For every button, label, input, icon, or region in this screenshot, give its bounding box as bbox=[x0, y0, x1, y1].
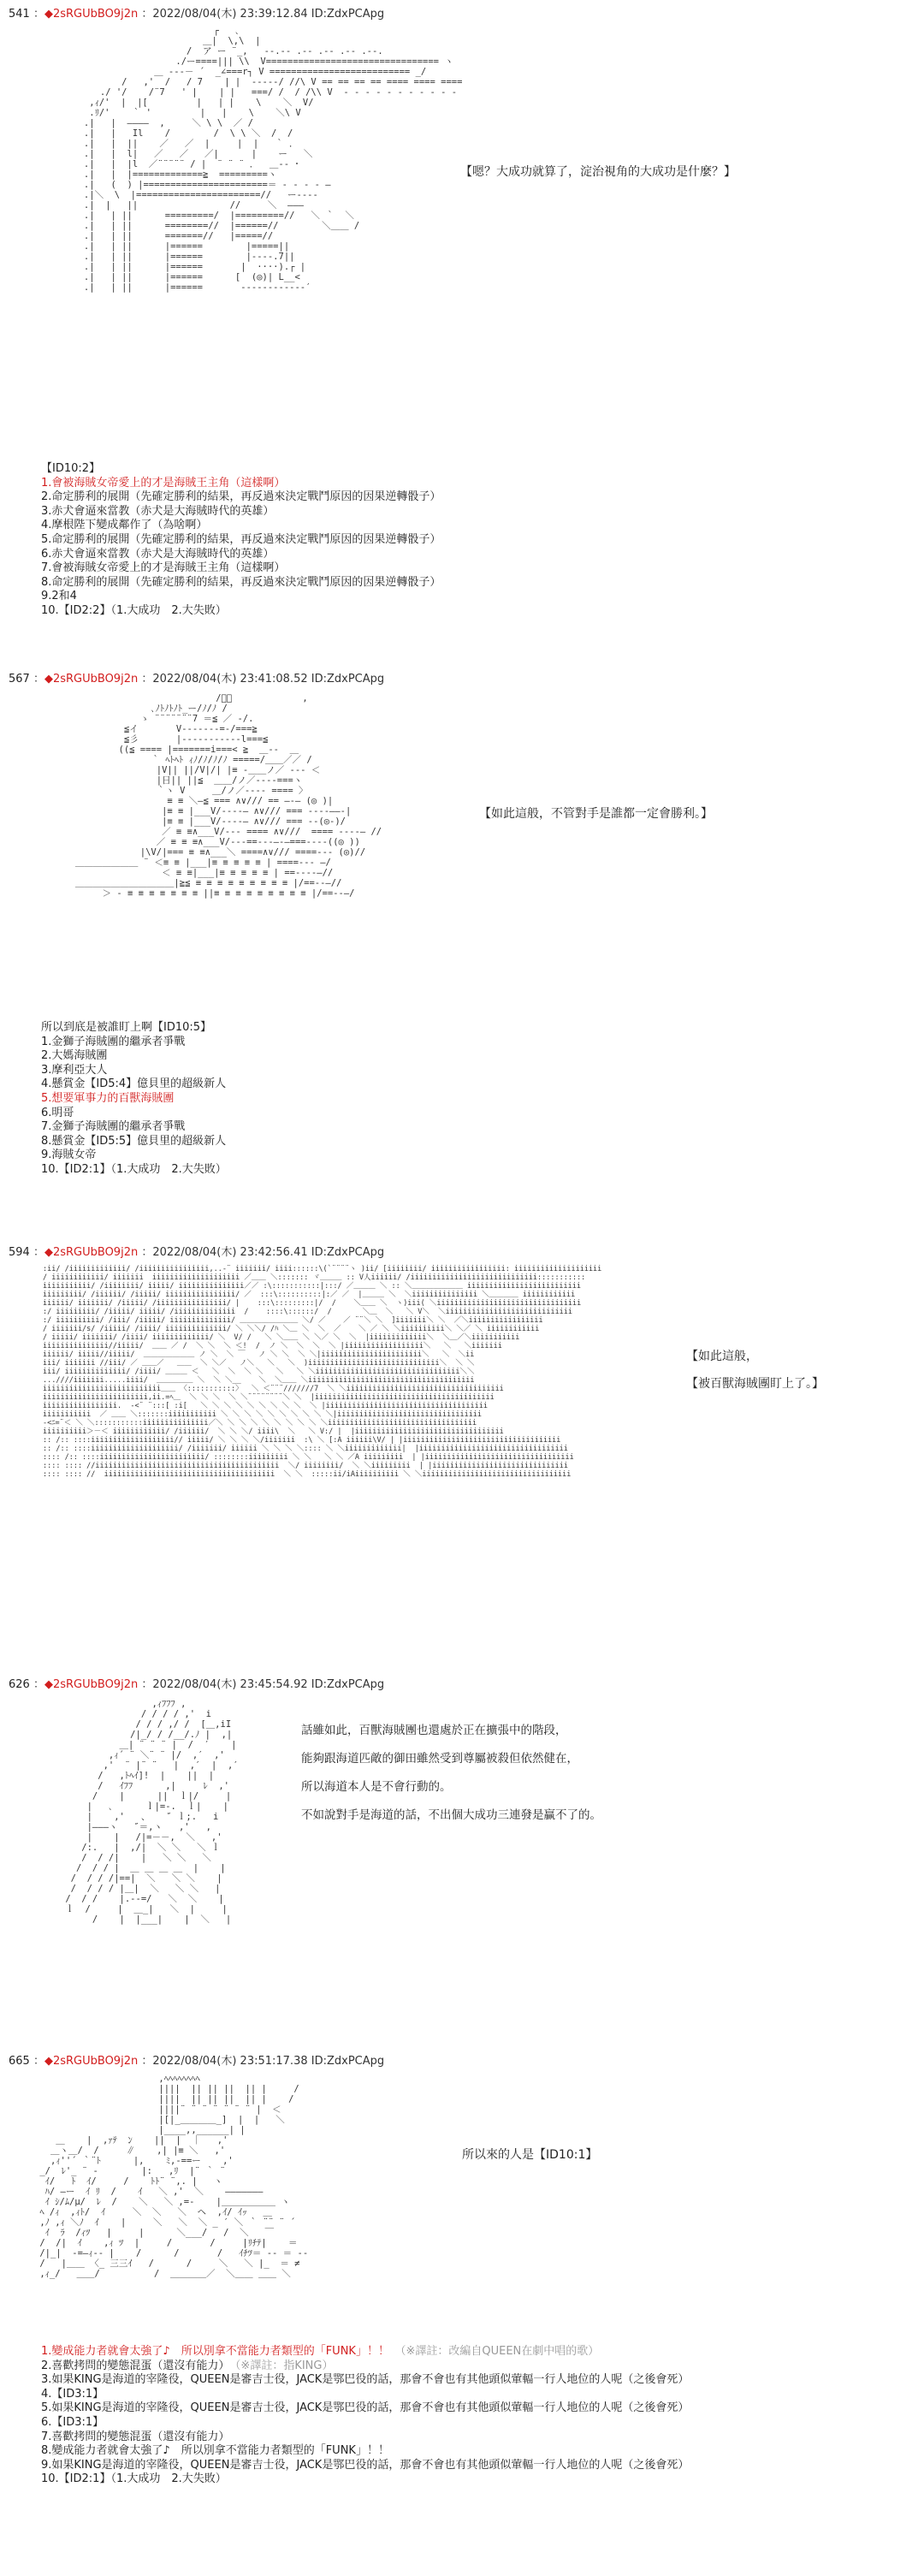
speech-caption: 【如此這般， bbox=[686, 1350, 758, 1363]
dice-result-list bbox=[41, 462, 441, 619]
dice-result-list bbox=[41, 2345, 689, 2487]
post-number[interactable]: 626 bbox=[9, 1678, 30, 1691]
list-item: 【ID10:2】 bbox=[41, 462, 101, 475]
ascii-art: ,ﾍﾍﾍﾍﾍﾍﾍﾍ |||| || || || || | / |||| || || || || | / ||||¨ ¨ ¨ ¨ ¨ ¨ ¨ | ＜ |[|_＿＿＿＿_] | | ＼ |____,,______| | ＿ | ,ｧﾃ ﾝ || | ｜ ,' ＿ヽ＿/ / ∥ ,| |≡ ＼ ,' ,ｨ''´ ｀¨ﾄ |, ﾐ,-==ー ,' _/ ﾚ'_ ¨ ‐ |: ,ﾘ |¨ ｀ ¨ ｲ/ ﾄ ｲ/ / ﾄﾄ¨ ¨,. | ヽ ﾊ/ ―ー ｲ ﾘ / ｲ ＼ ,' ＼ ――――――― ｲ ｼ/ﾑ/μ/ ﾚ / ＼ ＼ ,=- |＿＿＿＿＿＿ ヽ ﾍ /ｨ ,ｨﾄ/ ｲ ＼ ＼ ＼ ヘ ,ｲ/ ｲｯ ＿ ,ﾉ ,ｨ ＼ﾉ ｲ | ＼ ＼ ＼ _ ′ ＼ ｀ ¨¨ ¨ ´ ｲ ﾗ /ｨﾂ | | ＼___/ / ＼ ￣ / /| ｲ ,ｨ ﾂ | / / |ﾘﾁﾃ| ＝ /|_| ‐=―ｨ‐‐ | / / / ｲﾁﾂ＝ ‐‐ ＝ ‐‐ / |＿＿ 〈_ 三三ｲ / / ＼ ＼ |_ ＝ ≠ ,ｨ_/ ＿＿/ / ＿＿＿＿／ ＼＿＿ ＿＿ ＼ bbox=[39, 2074, 309, 2279]
speech-caption: 【如此這般，不管對手是誰都一定會勝利。】 bbox=[479, 807, 713, 821]
list-item: 4.【ID3:1】 bbox=[41, 2387, 104, 2401]
post-header: 594 ：◆2sRGUbBO9j2n ：2022/08/04(木) 23:42:56.41 ID:ZdxPCApg bbox=[9, 1246, 385, 1259]
post-number[interactable]: 567 bbox=[9, 673, 30, 686]
narration-line: 所以海道本人是不會行動的。 bbox=[301, 1780, 452, 1794]
list-item: 4.懸賞金【ID5:4】億貝里的超級新人 bbox=[41, 1077, 227, 1091]
list-item: 8.懸賞金【ID5:5】億貝里的超級新人 bbox=[41, 1134, 227, 1148]
post-date: 2022/08/04(木) 23:41:08.52 ID:ZdxPCApg bbox=[152, 673, 385, 686]
post-date: 2022/08/04(木) 23:45:54.92 ID:ZdxPCApg bbox=[152, 1678, 385, 1691]
post-date: 2022/08/04(木) 23:51:17.38 ID:ZdxPCApg bbox=[152, 2055, 385, 2068]
list-item: 4.摩根陛下變成鄰作了（為啥啊） bbox=[41, 519, 208, 532]
list-item: 所以到底是被誰盯上啊【ID10:5】 bbox=[41, 1021, 212, 1034]
ascii-art: :ii/ /iiiiiiiiiiiii/ /iiiiiiiiiiiiiiii,..-¨ iiiiiii/ iiii::::::\(`¨¨¨¨ヽ )ii/ [iiiiiiii/ iiiiiiiiiiiiiiiii: iiiiiiiiiiiiiiiiiiii / iiiiiiiiiiii/ iiiiiii iiiiiiiiiiiiiiiiiiii ／＿＿ ＼::::::: ヾ＿＿＿ :: V人iiiiii/ /iiiiiiiiiiiiiiiiiiiiiiiiiiiii::::::::::: iiiiiiiiiii/ /iiiiiiii/ iiiii/ iiiiiiiiiiiiiii／／ :\:::::::::::|:::/ ／＿＿＿ ＼ :: ＼＿＿＿＿＿＿＿ iiiiiiiiiiiiiiiiiiiiiiiiii iiiiiiiii/ /iiiiii/ /iiiii/ iiiiiiiiiiiiiiii/ ／ :::\::::::::::|:／ ／ |＿＿＿ ＼ ＼iiiiiiiiiiiiiii ＼＿＿＿＿ iiiiiiiiiiii iiiiii/ iiiiiii/ /iiiii/ /iiiiiiiiiiiiiiii/ | :::\:::::::::|/ / ＼＿＿ ＼ ヽ)iii( ＼iiiiiiiiiiiiiiiiiiiiiiiiiiiiiiiii :/ iiiiiiiii/ /iiiii/ iiiii/ /iiiiiiiiiiiiii / ::::\::::::/ / ＼＿ ＼ ＼ V＼ ＼iiiiiiiiiiiiiiiiiiiiiiiiiiiii :/ iiiiiiiiii/ /iii/ /iiiii/ iiiiiiiiiiiiii/ ＿＿＿＿＿＿＿＿ ＼/ ／ ／ ¨¨＼ ＼ ]iiiiiii＼ ＼ ／＼iiiiiiiiiiiiiiiii / iiiiiii/s/ /iiiii/ /iiii/ iiiiiiiiiiiiii/ ＼ ＼＼/ /ﾊ ＼＿ ＼ ＼ ／ ＼ ／ ＼ ＼iiiiiiiiii＼ ＼／ ＼ iiiiiiiiiiii / iiiii/ iiiiiii/ /iiii/ iiiiiiiiiiiii/ ＼ V/ / ＼ ＼＿＿ ＼ ＼／ ＼ ＼ |iiiiiiiiiiiii＼ ＼＿／＼iiiiiiiiiii iiiiiiiiiiiiiii//iiiii/ ＿＿ ／ / ＼ ＼ ＼ ＜! / ノ ＼ ＼ ＼ ＼ |iiiiiiiiiiiiiiiiii＼ ＼ ＼iiiiiii iiiiii/ iiiii//iiiii/ ＿＿＿＿＿＿＿ ノ ＼ ＼ ￣ ノ ＼ ＼ ＼ ＼|iiiiiiiiiiiiiiiiiiiiiii＼ ＼ ＼ii iii/ iiiiiii //iii/ ／ ＿＿／ ＿＿ ＼ ＼／ ノ＼ ＼ ＼ )iiiiiiiiiiiiiiiiiiiiiiiiiiiiii＼ ＼ ＼ iii/ iiiiiiiiiiiiii/ /iiii/ ＿＿＿ ＜ ＼ ＼ ＼ ＼ ＼ ＼ ＼iiiiiiiiiiiiiiiiiiiiiiiiiiiiiiiii＼＼ ...////iiiiiii.....iiii/ ＿＿＿＿＿ ＼ ＼ ＼__ ＼ ＼＿＿ ＼iiiiiiiiiiiiiiiiiiiiiiiiiiiiiiiiiiiiii iiiiiiiiiiiiiiiiiiiiiiiiiii＿＿ 〈:::::::::::〉 ＼ ＜¨¨¨///////7 ＼ ＼iiiiiiiiiiiiiiiiiiiiiiiiiiiiiiiiiiii iiiiiiiiiiiiiiiiiiiiiiii,ii.=ﾍ＿ ＼ ＼ ＼ ＼ ＼¨¨¨¨¨¨¨¨＼ ＼ |iiiiiiiiiiiiiiiiiiiiiiiiiiiiiiiiiiiiiiiii iiiiiiiiiiiiiiiii. -<¨ ¨:::[ :i[ ＼ ＼ ＼ ＼ ＼ ＼ ＼ ＼ ＼ ＼ |iiiiiiiiiiiiiiiiiiiiiiiiiiiiiiiiiiiii iiiiiiiiiii ／ ＿＿ ＼:::::::iiiiiiiiiii ＼ ＼ ＼ ＼ ＼ ＼ ＼ ＼ ＼ ＼|iiiiiiiiiiiiiiiiiiiiiiiiiiiiiiiii -<ﾆ=¨＜ ＼ ＼:::::::::::iiiiiiiiiiiiiii／＼ ＼ ＼ ＼ ＼ ＼ ＼ ＼ ＼ ＼iiiiiiiiiiiiiiiiiiiiiiiiiiiiiiiiii iiiiiiiiii＞－＜ iiiiiiiiiiii/ /iiiiii/ ＼ ＼ ＼/ iiii\ ＼ ＼ V:/ | |iiiiiiiiiiiiiiiiiiiiiiiiiiiiiiiiii :: /:: ::::iiiiiiiiiiiiiiiiiii// iiiii/ ＼ ＼ ＼ ＼/iiiiiii :\ ＼ [:A iiiiii\V/ | |iiiiiiiiiiiiiiiiiiiiiiiiiiiiiiiiiiii :: /:: ::::iiiiiiiiiiiiiiiiiiii/ /iiiiiii/ iiiiii ＼ ＼ ＼ ＼:::: ＼ ＼iiiiiiiiiiiii| |iiiiiiiiiiiiiiiiiiiiiiiiiiiiiiiiii :::: /:: ::::iiiiiiiiiiiiiiiiiiiiiiii/ ::::::::iiiiiiiii ＼ ＼ ＼ ＼ ／A iiiiiiiii | |iiiiiiiiiiiiiiiiiiiiiiiiiiiiiiiiii :::: :::: //iiiiiiiiiiiiiiiiiiiiiiiiiiiiiiiiiiiiiiiiii ＼/ iiiiiiii/ ＼ ＼iiiiiiiii | |iiiiiiiiiiiiiiiiiiiiiiiiiiiiiii :::: :::: // iiiiiiiiiiiiiiiiiiiiiiiiiiiiiiiiiiiiiii ＼ ＼ :::::ii/iAiiiiiiiiii ＼ ＼iiiiiiiiiiiiiiiiiiiiiiiiiiiiiiiiii bbox=[43, 1265, 602, 1479]
list-item: 9.2和4 bbox=[41, 590, 77, 603]
post-header: 567 ：◆2sRGUbBO9j2n ：2022/08/04(木) 23:41:08.52 ID:ZdxPCApg bbox=[9, 673, 385, 686]
list-item: 5.如果KING是海道的宰隆役，QUEEN是審吉士役，JACK是鄂巴役的話，那會不會也有其他頭似葷輻一行人地位的人呢（之後會死） bbox=[41, 2401, 690, 2415]
poster-name[interactable]: ◆2sRGUbBO9j2n bbox=[44, 1678, 139, 1691]
speech-caption: 所以來的人是【ID10:1】 bbox=[462, 2148, 598, 2162]
poster-name[interactable]: ◆2sRGUbBO9j2n bbox=[44, 2055, 139, 2068]
list-item: 6.明哥 bbox=[41, 1106, 74, 1119]
list-item: 10.【ID2:1】（1.大成功 2.大失敗） bbox=[41, 1162, 227, 1176]
list-item: 3.如果KING是海道的宰隆役，QUEEN是審吉士役，JACK是鄂巴役的話，那會不會也有其他頭似葷輻一行人地位的人呢（之後會死） bbox=[41, 2373, 690, 2387]
speech-caption: 【嗯？大成功就算了，淀治視角的大成功是什麼？】 bbox=[460, 165, 736, 179]
poster-name[interactable]: ◆2sRGUbBO9j2n bbox=[44, 673, 139, 686]
dice-result-list bbox=[41, 1021, 227, 1178]
list-item-text: 2.喜歡拷問的變態混蛋（還沒有能力） bbox=[41, 2359, 224, 2372]
post-number[interactable]: 665 bbox=[9, 2055, 30, 2068]
ascii-art: /ﾞ／ , ､ﾉﾄﾉﾄﾉﾄ_ー/ﾉ/ﾉ / ゝ ¨¨¨¨¨¨¨7 ＝≦ ／ -/. ≦イ V-‐‐‐‐‐‐=‐/===≧ ≦彡 |-----------l===≦ ((≦ ==== |=======i===< ≧ ＿‐‐ ＿ ｀ ﾍﾄﾍﾄ ｨﾉ/ﾉ/ﾉ/ﾉ =====/＿＿／／ / |V|| ||/V|/| |≡ -＿＿ノ／ ‐‐‐ ＜ |日|| ||≦ ＿＿/ノ／‐‐‐‐===ヽ ｀ヽ V ＿/ノ／‐‐‐‐ ==== 〉 ≡ ≡ ＼―≦ === ∧∨/// == ―‐― (◎ )| |≡ ≡ |___V/‐‐‐‐― ∧∨/// === ‐‐‐‐――‐| |≡ ≡ |___V/‐‐‐‐― ∧∨/// === ‐‐(◎‐)/ ／ ≡ ≡∧___V/‐‐‐ ==== ∧∨/// ==== ‐‐‐‐― // ／ ≡ ≡ ≡∧___V/‐‐‐==‐‐‐―‐―===‐‐‐‐((◎ )) |\V/|=== ≡ ≡∧___＼ ====∧∨/// ====‐‐‐ (◎)// ＿＿＿＿＿＿＿ ¨ ＜≡ ≡ |___|≡ ≡ ≡ ≡ ≡ | ====‐‐‐ ―/ ＜ ≡ ≡|___|≡ ≡ ≡ ≡ ≡ | ==‐‐‐‐―// ＿＿＿＿＿＿＿＿＿＿＿|≧≦ ≡ ≡ ≡ ≡ ≡ ≡ ≡ ≡ ≡ |/==‐‐―// ＞ ‐ ≡ ≡ ≡ ≡ ≡ ≡ ≡ ||≡ ≡ ≡ ≡ ≡ ≡ ≡ ≡ ≡ |/==‐‐―/ bbox=[74, 693, 382, 899]
speech-caption: 【被百獸海賊團盯上了。】 bbox=[686, 1377, 824, 1391]
ascii-art: ┌ ､ ＿| \,\ | / ア ー ¨_, --.-- .-- .-- .-- .--. ./ー====||| \\ V================================ ヽ ＿ ---－ ´ _∠===r┐ V ========================== _/ / ,' / / 7 | | -----/ //\ V == == == == ==== ==== ==== ./ '/ /¨7 ' | | | ===/ / / /\\ V ‐ ‐ ‐ ‐ ‐ ‐ ‐ ‐ ‐ ‐ ‐ ,ｨ/' | |[ | | | \ ＼ V/ .ﾘ/' ｀ ' | | \ ＼\ V .| | ―――― , ＼ \ \ ／ / .| | Il / / \ \ ＼ / / .| | || ／ ／ | | | ｀ ． .| | l| ／ ／ ／| | ー ＼ .| | |l ／¨¨¨¨¨ / | ¨ ¨ ¨ ． ＿‐‐ ･ .| | |=============≧ =========ヽ .| ( ) |=======================＝ ‐ ‐ ‐ ‐ ― .|＼ \ |=======================// ー‐‐‐‐ .| | || // ＼ ――― .| | || =========/ |=========// ＼ ｀ ＼ .| | || ========// |======// ＼＿＿ / .| | || =======// |=====// .| | || |====== |=====|| .| | || |====== |----.7|| .| | || |====== | ····).┌ | .| | || |====== [ (◎)| L__< .| | || |====== ---‐‐‐‐‐‐‐‐‐′ bbox=[83, 26, 463, 293]
post-date: 2022/08/04(木) 23:39:12.84 ID:ZdxPCApg bbox=[152, 8, 385, 21]
list-item: 1.金獅子海賊團的繼承者爭戰 bbox=[41, 1035, 186, 1048]
list-item: 5.想要軍事力的百獸海賊團 bbox=[41, 1091, 175, 1105]
post-number[interactable]: 541 bbox=[9, 8, 30, 21]
list-item: 10.【ID2:1】（1.大成功 2.大失敗） bbox=[41, 2472, 227, 2486]
list-item: 2.大媽海賊團 bbox=[41, 1049, 108, 1063]
post-header: 541 ：◆2sRGUbBO9j2n ：2022/08/04(木) 23:39:12.84 ID:ZdxPCApg bbox=[9, 8, 385, 21]
list-item-text: 1.變成能力者就會太強了♪ 所以別拿不當能力者類型的「FUNK」！！ bbox=[41, 2345, 389, 2358]
list-item: 7.金獅子海賊團的繼承者爭戰 bbox=[41, 1120, 186, 1134]
list-item: 8.命定勝利的展開（先確定勝利的結果，再反過來決定戰鬥原因的因果逆轉骰子） bbox=[41, 575, 441, 589]
list-item: 7.喜歡拷問的變態混蛋（還沒有能力） bbox=[41, 2430, 230, 2443]
list-item: 6.【ID3:1】 bbox=[41, 2415, 104, 2429]
narration-line: 話雖如此，百獸海賊團也還處於正在擴張中的階段， bbox=[301, 1724, 567, 1737]
list-item bbox=[41, 2359, 689, 2374]
list-item: 7.會被海賊女帝愛上的才是海賊王主角（這樣啊） bbox=[41, 561, 286, 575]
list-item: 1.會被海賊女帝愛上的才是海賊王主角（這樣啊） bbox=[41, 476, 286, 490]
post-date: 2022/08/04(木) 23:42:56.41 ID:ZdxPCApg bbox=[152, 1246, 385, 1259]
poster-name[interactable]: ◆2sRGUbBO9j2n bbox=[44, 8, 139, 21]
ascii-art: ,ｨﾌﾌﾌ , / / / / ,' i / / / ,/ / [＿,iI /|_/ / /__/.ﾉ | ,| ＿| ¨ ¨ ¨ | / ′ | ,ｨ´ ¨ ＼¨ ¨ |/ ,′ ,' ,' ¨ |¨ ¨ | ,′ | ,′ / ,ﾄﾍｲ]! | || | / ｲﾌﾌ ,| ﾚ ,' / | || ｌ|/ | | ､ ｌ|=-. ｌ| | | ,' 、 ″ ｌ;. i |―――ヽ ″＝,ヽ ,' , | | /|=－－, ＼ ,' /:. | ,/| ＼ ＼ ＼ ｌ / / /| | ＼ ＼ ＼ / / / | ＿ ＿ ＿ ＿ | | / / / /|==| ＼ ＼ ＼ | / / / / |＿| ＼ ＼ ＼ | / / / |.--=/ ＼ ＼ | ｌ / | ＿_| ＼ | | / | |___| | ＼ | bbox=[65, 1699, 239, 1925]
translator-note: （※譯註：指KING） bbox=[234, 2359, 334, 2372]
poster-name[interactable]: ◆2sRGUbBO9j2n bbox=[44, 1246, 139, 1259]
list-item: 10.【ID2:2】（1.大成功 2.大失敗） bbox=[41, 603, 227, 617]
list-item: 8.變成能力者就會太強了♪ 所以別拿不當能力者類型的「FUNK」！！ bbox=[41, 2444, 389, 2458]
list-item: 9.海賊女帝 bbox=[41, 1149, 97, 1162]
list-item bbox=[41, 2345, 689, 2359]
narration-line: 能夠跟海道匹敵的御田雖然受到尊屬被殺但依然健在， bbox=[301, 1752, 578, 1766]
list-item: 9.如果KING是海道的宰隆役，QUEEN是審吉士役，JACK是鄂巴役的話，那會不會也有其他頭似葷輻一行人地位的人呢（之後會死） bbox=[41, 2458, 690, 2472]
list-item: 3.摩利亞大人 bbox=[41, 1063, 108, 1077]
post-number[interactable]: 594 bbox=[9, 1246, 30, 1259]
narration-line: 不如說對手是海道的話，不出個大成功三連發是贏不了的。 bbox=[301, 1808, 601, 1822]
post-header: 665 ：◆2sRGUbBO9j2n ：2022/08/04(木) 23:51:17.38 ID:ZdxPCApg bbox=[9, 2055, 385, 2068]
list-item: 5.命定勝利的展開（先確定勝利的結果，再反過來決定戰鬥原因的因果逆轉骰子） bbox=[41, 532, 441, 546]
list-item: 2.命定勝利的展開（先確定勝利的結果，再反過來決定戰鬥原因的因果逆轉骰子） bbox=[41, 490, 441, 504]
translator-note: （※譯註：改編自QUEEN在劇中唱的歌） bbox=[400, 2345, 600, 2358]
post-header: 626 ：◆2sRGUbBO9j2n ：2022/08/04(木) 23:45:54.92 ID:ZdxPCApg bbox=[9, 1678, 385, 1691]
list-item: 3.赤犬會逼來當教（赤犬是大海賊時代的英雄） bbox=[41, 504, 275, 518]
list-item: 6.赤犬會逼來當教（赤犬是大海賊時代的英雄） bbox=[41, 547, 275, 561]
